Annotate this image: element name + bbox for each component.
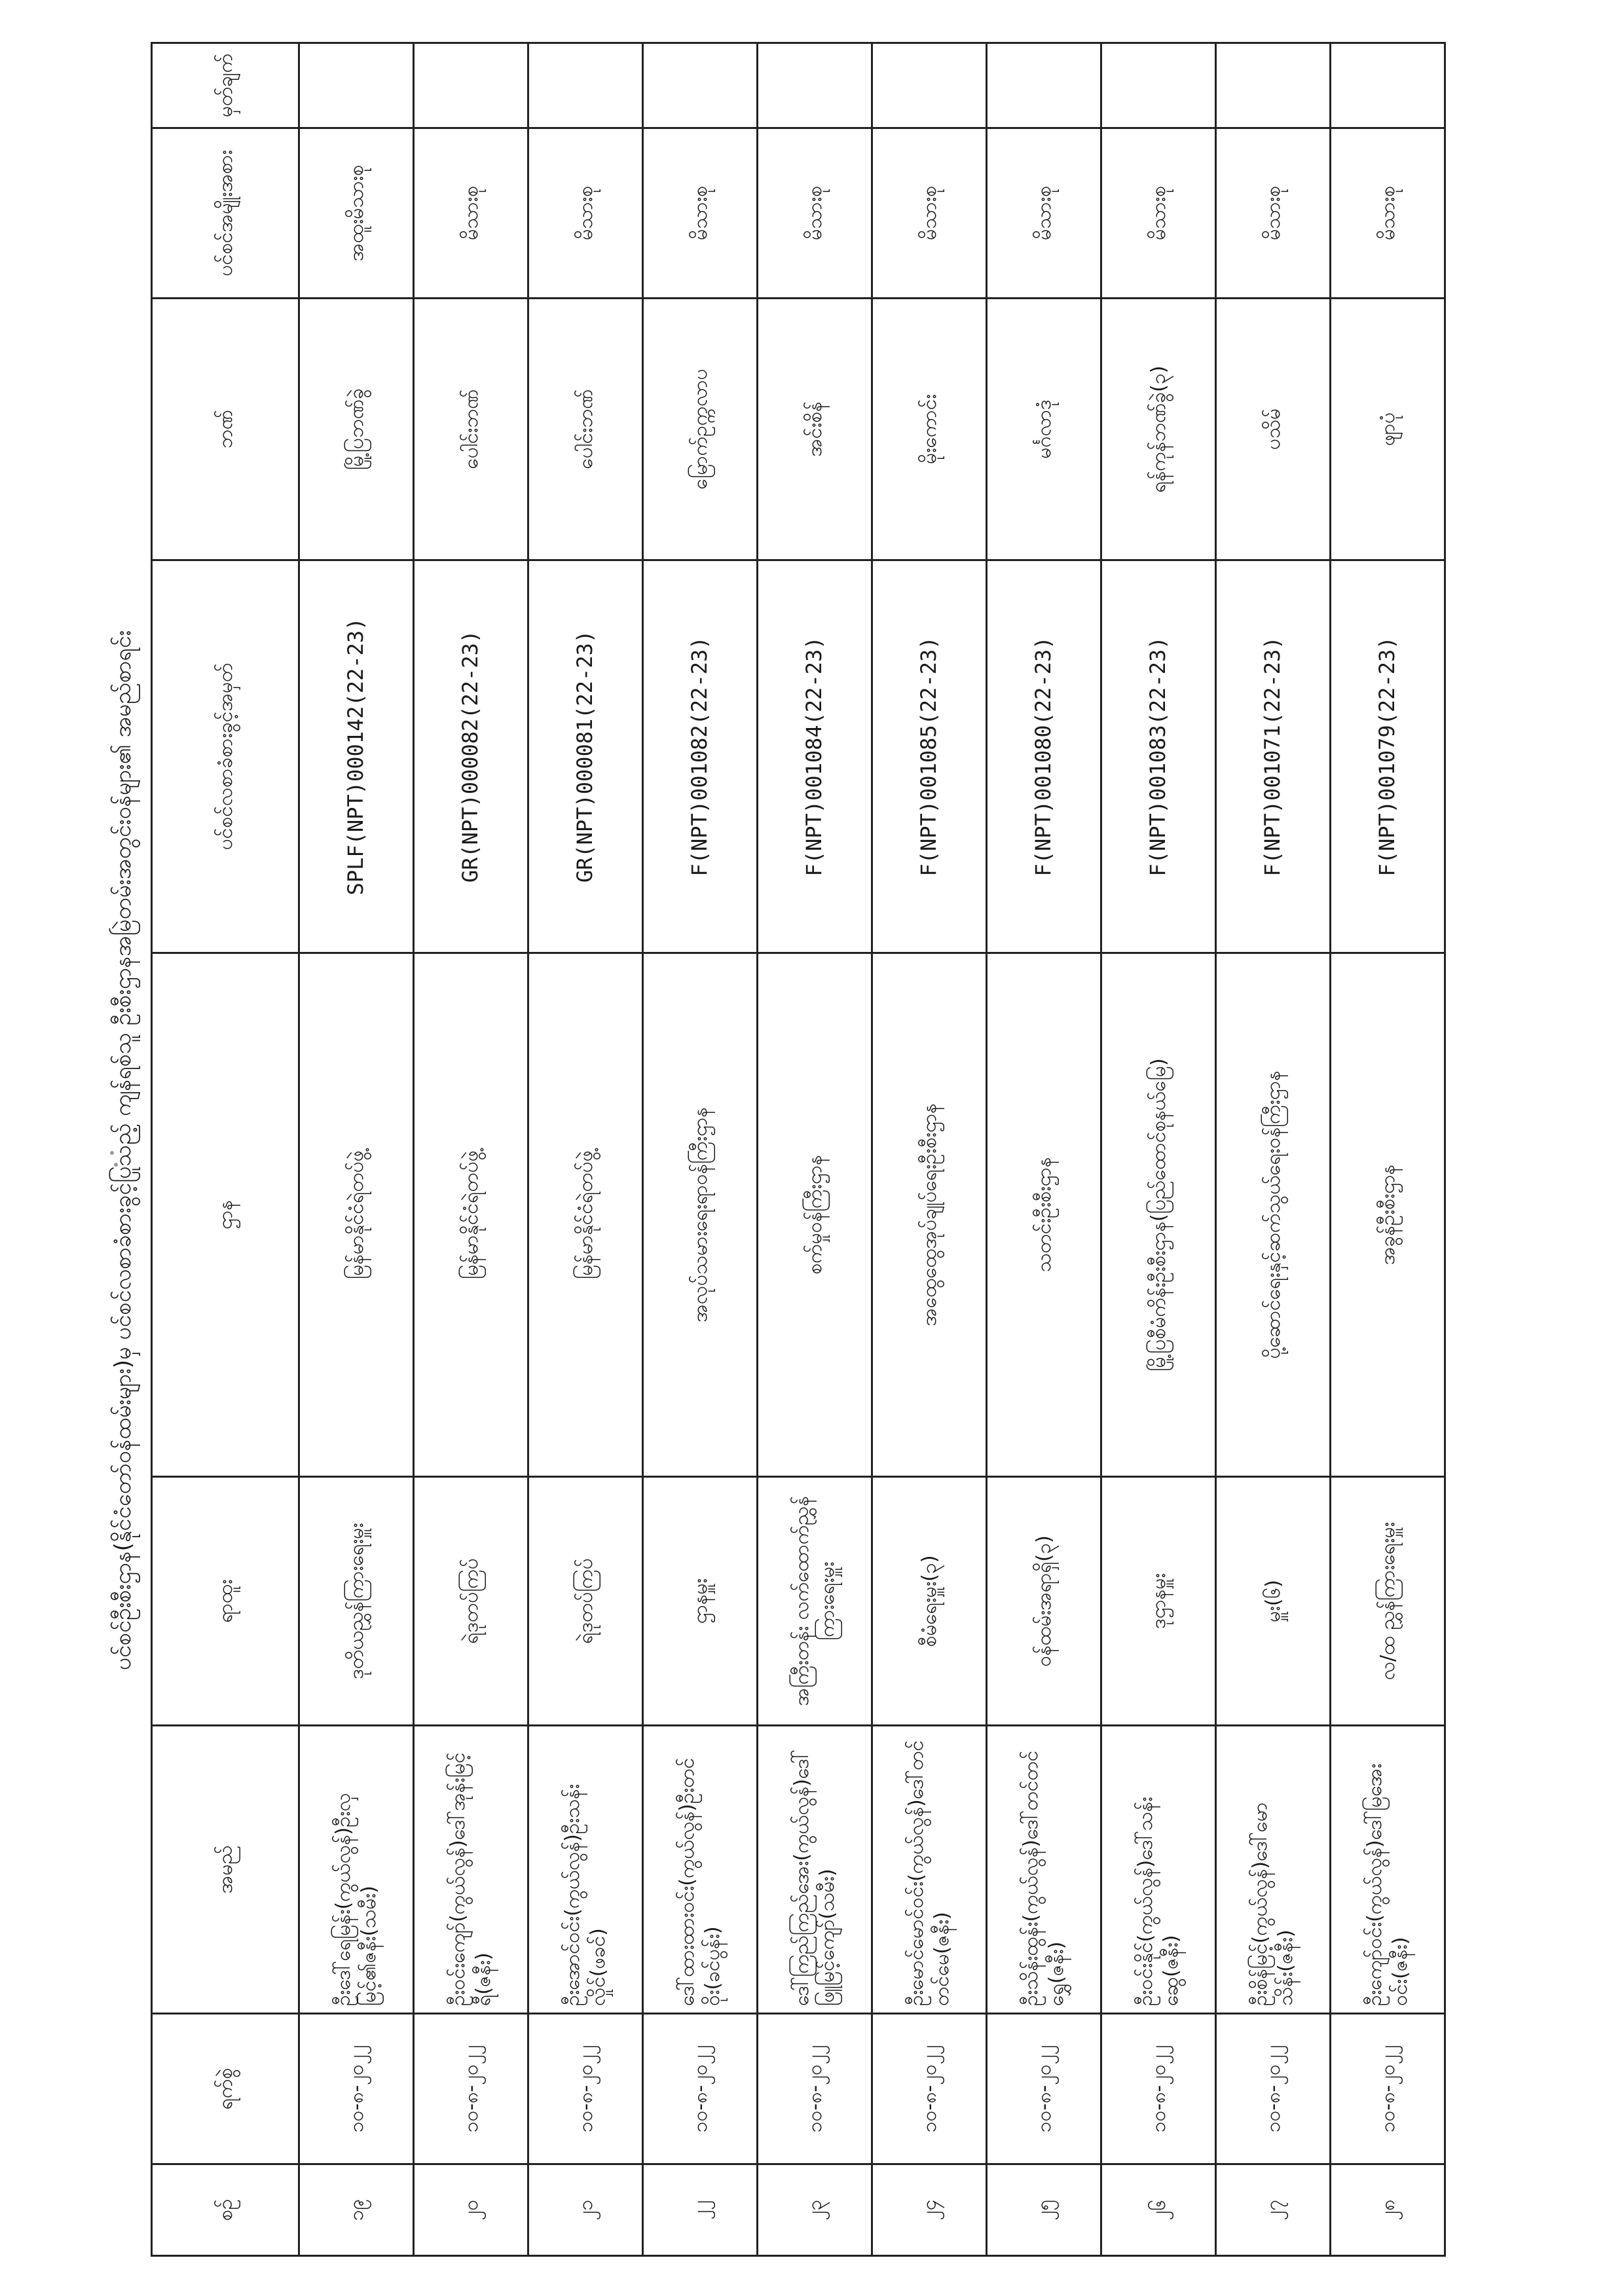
- table-row: [758, 43, 872, 2256]
- cell-pension-type: မိသားစု: [987, 128, 1101, 299]
- cell-pension-type: မိသားစု: [758, 128, 872, 299]
- cell-no: ၂၂: [643, 2164, 758, 2256]
- cell-date: ၁၀-၈-၂၀၂၂: [643, 2014, 758, 2164]
- cell-rank: ဝန်ထမ်းအရာရှိ(၃): [987, 1477, 1101, 1726]
- cell-rank: ဒုတိယညွှန်ကြားရေးမှူး: [299, 1477, 414, 1726]
- cell-pension-type: မိသားစု: [1101, 128, 1216, 299]
- cell-remark: [643, 43, 758, 128]
- cell-pension-no: GR(NPT)000082(22-23): [414, 560, 528, 953]
- cell-name: ဦးစိန်မြင့်(ကွယ်လွန်)ဒေါ်မောသိန်း(ဇနီး): [1216, 1726, 1331, 2014]
- cell-pension-type: မိသားစု: [528, 128, 643, 299]
- cell-pension-type: မိသားစု: [414, 128, 528, 299]
- cell-remark: [987, 43, 1101, 128]
- cell-department: မြို့ပြစီမံကိန်းဦးစီးဌာန(ပြည်ထောင်စုနယ်မြေ): [1101, 953, 1216, 1477]
- table-row: [414, 43, 528, 2256]
- table-row: [528, 43, 643, 2256]
- cell-no: ၂၃: [758, 2164, 872, 2256]
- cell-place: ပေါင်းဘဏ်: [528, 299, 643, 560]
- table-row: [1216, 43, 1331, 2256]
- table-row: [872, 43, 987, 2256]
- cell-remark: [1331, 43, 1445, 128]
- cell-date: ၁၀-၈-၂၀၂၂: [299, 2014, 414, 2164]
- cell-department: သတင်းဦးစီးဌာန: [987, 953, 1101, 1477]
- cell-date: ၁၀-၈-၂၀၂၂: [1216, 2014, 1331, 2164]
- cell-place: ဖျာပုံ: [1331, 299, 1445, 560]
- cell-pension-no: GR(NPT)000081(22-23): [528, 560, 643, 953]
- cell-date: ၁၀-၈-၂၀၂၂: [987, 2014, 1101, 2164]
- cell-remark: [1101, 43, 1216, 128]
- header-department: ဌာန: [152, 953, 299, 1477]
- cell-name: ဦးသိန်းထွန်း(ကွယ်လွန်)ဒေါ်တင်တင်ရွှေ(ဇနီး): [987, 1726, 1101, 2014]
- table-row: [299, 43, 414, 2256]
- cell-pension-no: SPLF(NPT)000142(22-23): [299, 560, 414, 953]
- cell-no: ၂၈: [1331, 2164, 1445, 2256]
- cell-name: ဦးအောင်ဝင်း(ကွယ်လွန်)ဦးသန်းလှိုင်(ဖခင်): [528, 1726, 643, 2014]
- cell-date: ၁၀-၈-၂၀၂၂: [1331, 2014, 1445, 2164]
- cell-pension-no: F(NPT)001083(22-23): [1101, 560, 1216, 953]
- cell-place: မြောက်ဥက္ကလာပ: [643, 299, 758, 560]
- cell-pension-type: မိသားစု: [643, 128, 758, 299]
- cell-remark: [758, 43, 872, 128]
- table-row: [987, 43, 1101, 2256]
- cell-pension-type: မိသားစု: [1216, 128, 1331, 299]
- cell-department: ပို့ဆောင်ရေးနှင့်ဆက်သွယ်ရေးဝန်ကြီးဌာန: [1216, 953, 1331, 1477]
- cell-remark: [872, 43, 987, 128]
- cell-pension-no: F(NPT)001084(22-23): [758, 560, 872, 953]
- cell-pension-no: F(NPT)001085(22-23): [872, 560, 987, 953]
- cell-place: ရန်ကုန်ဘဏ်ခွဲ(၃): [1101, 299, 1216, 560]
- cell-pension-no: F(NPT)001080(22-23): [987, 560, 1101, 953]
- cell-no: ၂၄: [872, 2164, 987, 2256]
- cell-place: ပေါင်းဘဏ်: [414, 299, 528, 560]
- cell-rank: ရဲဒုတပ်ကြပ်: [528, 1477, 643, 1726]
- header-date: ရက်စွဲ: [152, 2014, 299, 2164]
- cell-name: ဦးကျော်ဝင်း(ကွယ်လွန်)ဒေါ်မြအေးဝင်း(ဇနီး): [1331, 1726, 1445, 2014]
- cell-pension-type: အထူးမိသားစု: [299, 128, 414, 299]
- cell-place: မြို့ပြဘဏ်ခွဲ: [299, 299, 414, 560]
- cell-rank: မှူး(၆): [1216, 1477, 1331, 1726]
- cell-department: အလုပ်သမားရေးရာဝန်ကြီးဌာန: [643, 953, 758, 1477]
- cell-date: ၁၀-၈-၂၀၂၂: [758, 2014, 872, 2164]
- cell-rank: အကြီးတန်း လက်ထောက်ညွှန်ကြားရေးမှူး: [758, 1477, 872, 1726]
- cell-no: ၂၁: [528, 2164, 643, 2256]
- cell-rank: ဌာနမှူး: [643, 1477, 758, 1726]
- cell-remark: [1216, 43, 1331, 128]
- cell-no: ၁၉: [299, 2164, 414, 2256]
- cell-date: ၁၀-၈-၂၀၂၂: [414, 2014, 528, 2164]
- cell-no: ၂၆: [1101, 2164, 1216, 2256]
- cell-department: အထွေထွေအုပ်ချုပ်ရေးဦးစီးဌာန: [872, 953, 987, 1477]
- cell-name: ဒေါ်ထားထားဝင်း(ကွယ်လွန်)ဦးတင်ဝိုး(ခင်ပွန်း): [643, 1726, 758, 2014]
- header-pension-type: ပင်စင်အမျိုးအစား: [152, 128, 299, 299]
- cell-place: မိုးကောင်း: [872, 299, 987, 560]
- cell-name: ဦးမောင်မောင်ဝင်း(ကွယ်လွန်)ဒေါ်တင်တင်မေ(ဇနီး): [872, 1726, 987, 2014]
- cell-no: ၂၅: [987, 2164, 1101, 2256]
- cell-name: ဦးဝင်းနိုင်(ကွယ်လွန်)ဒေါ်သန်းဆွေ(ဇနီး): [1101, 1726, 1216, 2014]
- cell-date: ၁၀-၈-၂၀၂၂: [872, 2014, 987, 2164]
- cell-place: အင်းစိန်: [758, 299, 872, 560]
- table-row: [643, 43, 758, 2256]
- cell-name: ဦးဝင်းကျော်(ကွယ်လွန်)ဒေါ်အုန်းမြင့်ရီ(ဇနီး): [414, 1726, 528, 2014]
- table-row: [1101, 43, 1216, 2256]
- cell-department: စက်မှုဝန်ကြီးဌာန: [758, 953, 872, 1477]
- cell-pension-no: F(NPT)001079(22-23): [1331, 560, 1445, 953]
- document-title: ပင်စင်ဦးစီးဌာန(နိုင်ငံတော်ဝန်ထမ်းများ)မှ ပင်စင်လစာခံစားခွင့်ပြုသည့် ကျန်ရစ်သူ ဦးစီးဌာနအမြဲတမ်းအတွင်းဝန်များ၏ အမည်စာရင်း: [110, 630, 136, 1671]
- header-no: စဉ်: [152, 2164, 299, 2256]
- cell-department: မြန်မာနိုင်ငံရဲတပ်ဖွဲ့: [528, 953, 643, 1477]
- cell-place: မင်္ဂလာဒုံ: [987, 299, 1101, 560]
- cell-pension-no: F(NPT)001082(22-23): [643, 560, 758, 953]
- cell-remark: [299, 43, 414, 128]
- table-row: [1331, 43, 1445, 2256]
- cell-no: ၂၇: [1216, 2164, 1331, 2256]
- header-remark: မှတ်ချက်: [152, 43, 299, 128]
- cell-pension-no: F(NPT)001071(22-23): [1216, 560, 1331, 953]
- header-pension-no: ပင်စင်လစာခံစားခွင့်အမှတ်: [152, 560, 299, 953]
- cell-pension-type: မိသားစု: [872, 128, 987, 299]
- header-place: ဘဏ်: [152, 299, 299, 560]
- cell-date: ၁၀-၈-၂၀၂၂: [1101, 2014, 1216, 2164]
- cell-rank: စီမံရေးမှူး(၃): [872, 1477, 987, 1726]
- cell-rank: ရဲဒုတပ်ကြပ်: [414, 1477, 528, 1726]
- cell-department: မြန်မာနိုင်ငံရဲတပ်ဖွဲ့: [299, 953, 414, 1477]
- cell-rank: လ/ထ ညွှန်ကြားရေးမှူး: [1331, 1477, 1445, 1726]
- cell-name: ဦးဒေါ်ရေမြန်း(ကွယ်လွန်)ဦးလှမြင့်၏ဇနီး(သမီး): [299, 1726, 414, 2014]
- table-header-row: [152, 43, 299, 2256]
- cell-pension-type: မိသားစု: [1331, 128, 1445, 299]
- cell-remark: [414, 43, 528, 128]
- header-rank: ရာထူး: [152, 1477, 299, 1726]
- cell-department: မြန်မာနိုင်ငံရဲတပ်ဖွဲ့: [414, 953, 528, 1477]
- cell-department: အခွန်ဦးစီးဌာန: [1331, 953, 1445, 1477]
- cell-name: ဒေါ်ကြည်ကြည်အေး(ကွယ်လွန်)ဒေါ်ဖြူမြင့်ကျော်(သမီး): [758, 1726, 872, 2014]
- cell-no: ၂၀: [414, 2164, 528, 2256]
- rotated-page: [105, 44, 1598, 2257]
- cell-remark: [528, 43, 643, 128]
- cell-rank: ဒုဌာနမှူး: [1101, 1477, 1216, 1726]
- cell-place: ပသိမ်: [1216, 299, 1331, 560]
- pension-register-table: [151, 42, 1446, 2257]
- header-name: အမည်: [152, 1726, 299, 2014]
- cell-date: ၁၀-၈-၂၀၂၂: [528, 2014, 643, 2164]
